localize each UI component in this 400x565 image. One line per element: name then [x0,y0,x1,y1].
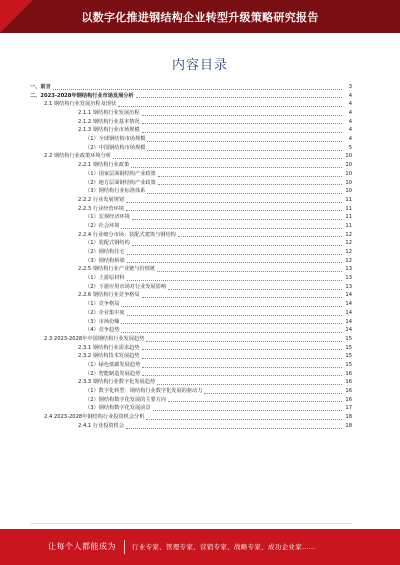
toc-entry-text: 2.3.2 钢结构技术发展趋势 [78,353,140,360]
toc-page-number: 14 [345,327,352,334]
toc-page-number: 10 [345,162,352,169]
toc-entry[interactable] [30,100,352,109]
toc-entry[interactable] [30,126,352,135]
toc-entry-text: （1）宏观经济环境 [85,214,130,221]
toc-entry-text: 2.3.3 钢结构行业数字化发展趋势 [78,379,156,386]
toc-entry[interactable] [30,326,352,335]
toc-page-number: 11 [345,214,352,221]
toc-leader-dots [142,375,342,376]
toc-entry[interactable] [30,144,352,153]
toc-leader-dots [127,254,342,255]
toc-leader-dots [121,332,342,333]
toc-page-number: 12 [345,257,352,264]
toc-leader-dots [147,193,342,194]
page-footer [0,529,400,565]
toc-page-number: 16 [345,370,352,377]
toc-entry-text: （1）全球钢结构市场规模 [85,136,146,143]
toc-leader-dots [127,280,342,281]
toc-leader-dots [168,289,342,290]
toc-page-number: 13 [345,266,352,273]
toc-entry[interactable] [30,318,352,327]
toc-entry[interactable] [30,404,352,413]
toc-leader-dots [127,262,342,263]
toc-page-number: 11 [345,196,352,203]
toc-page-number: 18 [345,422,352,429]
toc-page-number: 15 [345,361,352,368]
toc-entry[interactable] [30,283,352,292]
toc-entry[interactable] [30,187,352,196]
toc-leader-dots [147,141,342,142]
toc-leader-dots [153,410,342,411]
toc-page-number: 10 [345,179,352,186]
toc-entry[interactable] [30,274,352,283]
toc-entry[interactable] [30,205,352,214]
toc-leader-dots [132,219,342,220]
toc-entry-text: （2）地方层面钢结构产业政策 [85,179,156,186]
toc-page-number: 16 [345,388,352,395]
toc-entry[interactable] [30,300,352,309]
toc-entry-text: 2.2.6 钢结构行业竞争格局 [78,292,140,299]
toc-entry-text: 2.2.2 行业发展规划 [78,196,124,203]
toc-entry-text: 2.2.5 钢结构行业产业链与价值链 [78,266,156,273]
toc-entry[interactable] [30,161,352,170]
toc-entry[interactable] [30,378,352,387]
toc-leader-dots [157,384,342,385]
toc-entry[interactable] [30,292,352,301]
toc-entry[interactable] [30,239,352,248]
toc-entry-text: （1）国家层面钢结构产业政策 [85,170,156,177]
toc-page-number: 10 [345,188,352,195]
toc-page-number: 15 [345,335,352,342]
toc-page-number: 16 [345,396,352,403]
toc-entry-text: （2）社会环境 [85,222,120,229]
toc-entry[interactable] [30,179,352,188]
toc-entry[interactable] [30,344,352,353]
toc-entry[interactable] [30,170,352,179]
toc-leader-dots [158,176,342,177]
toc-entry[interactable] [30,422,352,431]
toc-heading: 内容目录 [171,58,228,73]
toc-page-number: 3 [348,83,352,90]
toc-entry-text: 2.4.1 行业投资机会 [78,422,124,429]
toc-entry-text: （2）中国钢结构市场规模 [85,144,146,151]
footer-rule [30,523,352,524]
toc-leader-dots [157,271,342,272]
toc-entry[interactable] [30,335,352,344]
toc-leader-dots [158,184,342,185]
toc-entry[interactable] [30,109,352,118]
toc-entry-text: （3）钢结构桥梁 [85,257,125,264]
toc-leader-dots [142,115,342,116]
toc-page-number: 10 [345,170,352,177]
toc-leader-dots [132,245,342,246]
toc-page-number: 14 [345,292,352,299]
toc-leader-dots [121,228,342,229]
toc-entry[interactable] [30,118,352,127]
toc-entry-text: （2）企业集中度 [85,309,125,316]
toc-leader-dots [126,428,342,429]
toc-entry[interactable] [30,370,352,379]
toc-page-number: 12 [345,231,352,238]
toc-page-number: 4 [348,110,352,117]
toc-page-number: 10 [345,153,352,160]
toc-entry-text: 2.1 钢结构行业发展历程及现状 [44,101,117,108]
toc-leader-dots [142,358,342,359]
toc-entry[interactable] [30,231,352,240]
report-header [0,0,400,33]
toc-leader-dots [204,393,342,394]
toc-leader-dots [142,349,342,350]
toc-entry-text: （1）数字化转型：钢结构行业数字化发展的驱动力 [85,388,203,395]
toc-page-number: 4 [348,101,352,108]
toc-page-number: 18 [345,414,352,421]
toc-entry[interactable] [30,361,352,370]
toc-leader-dots [127,315,342,316]
toc-leader-dots [118,106,342,107]
toc-entry[interactable] [30,83,352,92]
toc-entry[interactable] [30,413,352,422]
toc-page-number: 12 [345,240,352,247]
toc-entry-text: 2.1.1 钢结构行业发展历程 [78,110,140,117]
toc-entry-text: （1）上游原材料 [85,275,125,282]
toc-entry[interactable] [30,396,352,405]
footer-tagline: 行业专家、管理专家、营销专家、战略专家、成功企业家…… [132,543,316,551]
toc-entry-text: （3）钢结构数字化发展前景 [85,405,151,412]
report-title: 以数字化推进钢结构企业转型升级策略研究报告 [81,11,319,24]
toc-leader-dots [131,167,342,168]
toc-leader-dots [142,297,342,298]
table-of-contents [30,83,352,431]
toc-entry[interactable] [30,92,352,101]
toc-page-number: 14 [345,301,352,308]
toc-entry-text: （1）绿色低碳发展趋势 [85,361,141,368]
toc-leader-dots [121,306,342,307]
toc-entry[interactable] [30,248,352,257]
footer-slogan: 让每个人都能成为 [48,542,116,551]
toc-entry-text: （2）智能制造发展趋势 [85,370,141,377]
toc-page-number: 12 [345,249,352,256]
toc-entry[interactable] [30,265,352,274]
toc-entry-text: 2.3 2023-2028年中国钢结构行业发展趋势 [44,335,145,342]
toc-page-number: 16 [345,379,352,386]
toc-leader-dots [178,236,342,237]
toc-leader-dots [142,123,342,124]
toc-page-number: 11 [345,205,352,212]
toc-leader-dots [146,341,342,342]
toc-leader-dots [147,150,342,151]
toc-page-number: 4 [348,136,352,143]
toc-entry-text: 2.2 钢结构行业政策环境分析 [44,153,111,160]
toc-leader-dots [126,202,342,203]
toc-entry-text: 二、2023-2028年钢结构行业市场发展分析 [30,92,134,99]
toc-leader-dots [121,323,342,324]
footer-divider [124,540,125,554]
toc-entry-text: 2.2.3 行业经营环境 [78,205,124,212]
toc-leader-dots [142,132,342,133]
toc-page-number: 15 [345,353,352,360]
toc-entry-text: （3）钢结构行业标准体系 [85,188,146,195]
toc-entry[interactable] [30,387,352,396]
toc-entry-text: 2.1.2 钢结构行业基本情况 [78,118,140,125]
toc-entry[interactable] [30,135,352,144]
toc-page-number: 4 [348,127,352,134]
toc-leader-dots [136,97,342,98]
toc-page-number: 5 [348,144,352,151]
toc-entry-text: （4）竞争趋势 [85,327,120,334]
toc-entry-text: （1）竞争格局 [85,301,120,308]
toc-page-number: 4 [348,118,352,125]
toc-page-number: 14 [345,318,352,325]
toc-entry-text: 2.2.4 行业细分市场：装配式建筑与钢结构 [78,231,176,238]
toc-page-number: 4 [348,92,352,99]
toc-page-number: 14 [345,309,352,316]
toc-leader-dots [53,89,342,90]
toc-leader-dots [142,367,342,368]
toc-entry-text: （2）钢结构数字化发展的主要方向 [85,396,167,403]
toc-leader-dots [146,419,342,420]
toc-entry-text: 2.1.3 钢结构行业市场规模 [78,127,140,134]
toc-entry[interactable] [30,309,352,318]
toc-leader-dots [113,158,342,159]
toc-entry-text: （2）钢结构住宅 [85,249,125,256]
toc-entry[interactable] [30,153,352,162]
toc-entry[interactable] [30,257,352,266]
toc-entry[interactable] [30,196,352,205]
toc-page-number: 13 [345,275,352,282]
toc-page-number: 15 [345,344,352,351]
toc-page-number: 17 [345,405,352,412]
toc-entry-text: 2.4 2023-2028年钢结构行业投资机会分析 [44,414,145,421]
toc-entry[interactable] [30,352,352,361]
toc-entry-text: （3）市场份额 [85,318,120,325]
toc-entry-text: 2.3.1 钢结构行业需求趋势 [78,344,140,351]
toc-entry[interactable] [30,213,352,222]
toc-page-number: 11 [345,222,352,229]
toc-page-number: 13 [345,283,352,290]
toc-entry-text: （2）下游应用市场对行业发展影响 [85,283,167,290]
toc-entry-text: 2.2.1 钢结构行业政策 [78,162,130,169]
toc-leader-dots [126,210,342,211]
toc-leader-dots [168,401,342,402]
toc-entry-text: （1）装配式钢结构 [85,240,130,247]
toc-entry-text: 一、前言 [30,83,51,90]
toc-entry[interactable] [30,222,352,231]
